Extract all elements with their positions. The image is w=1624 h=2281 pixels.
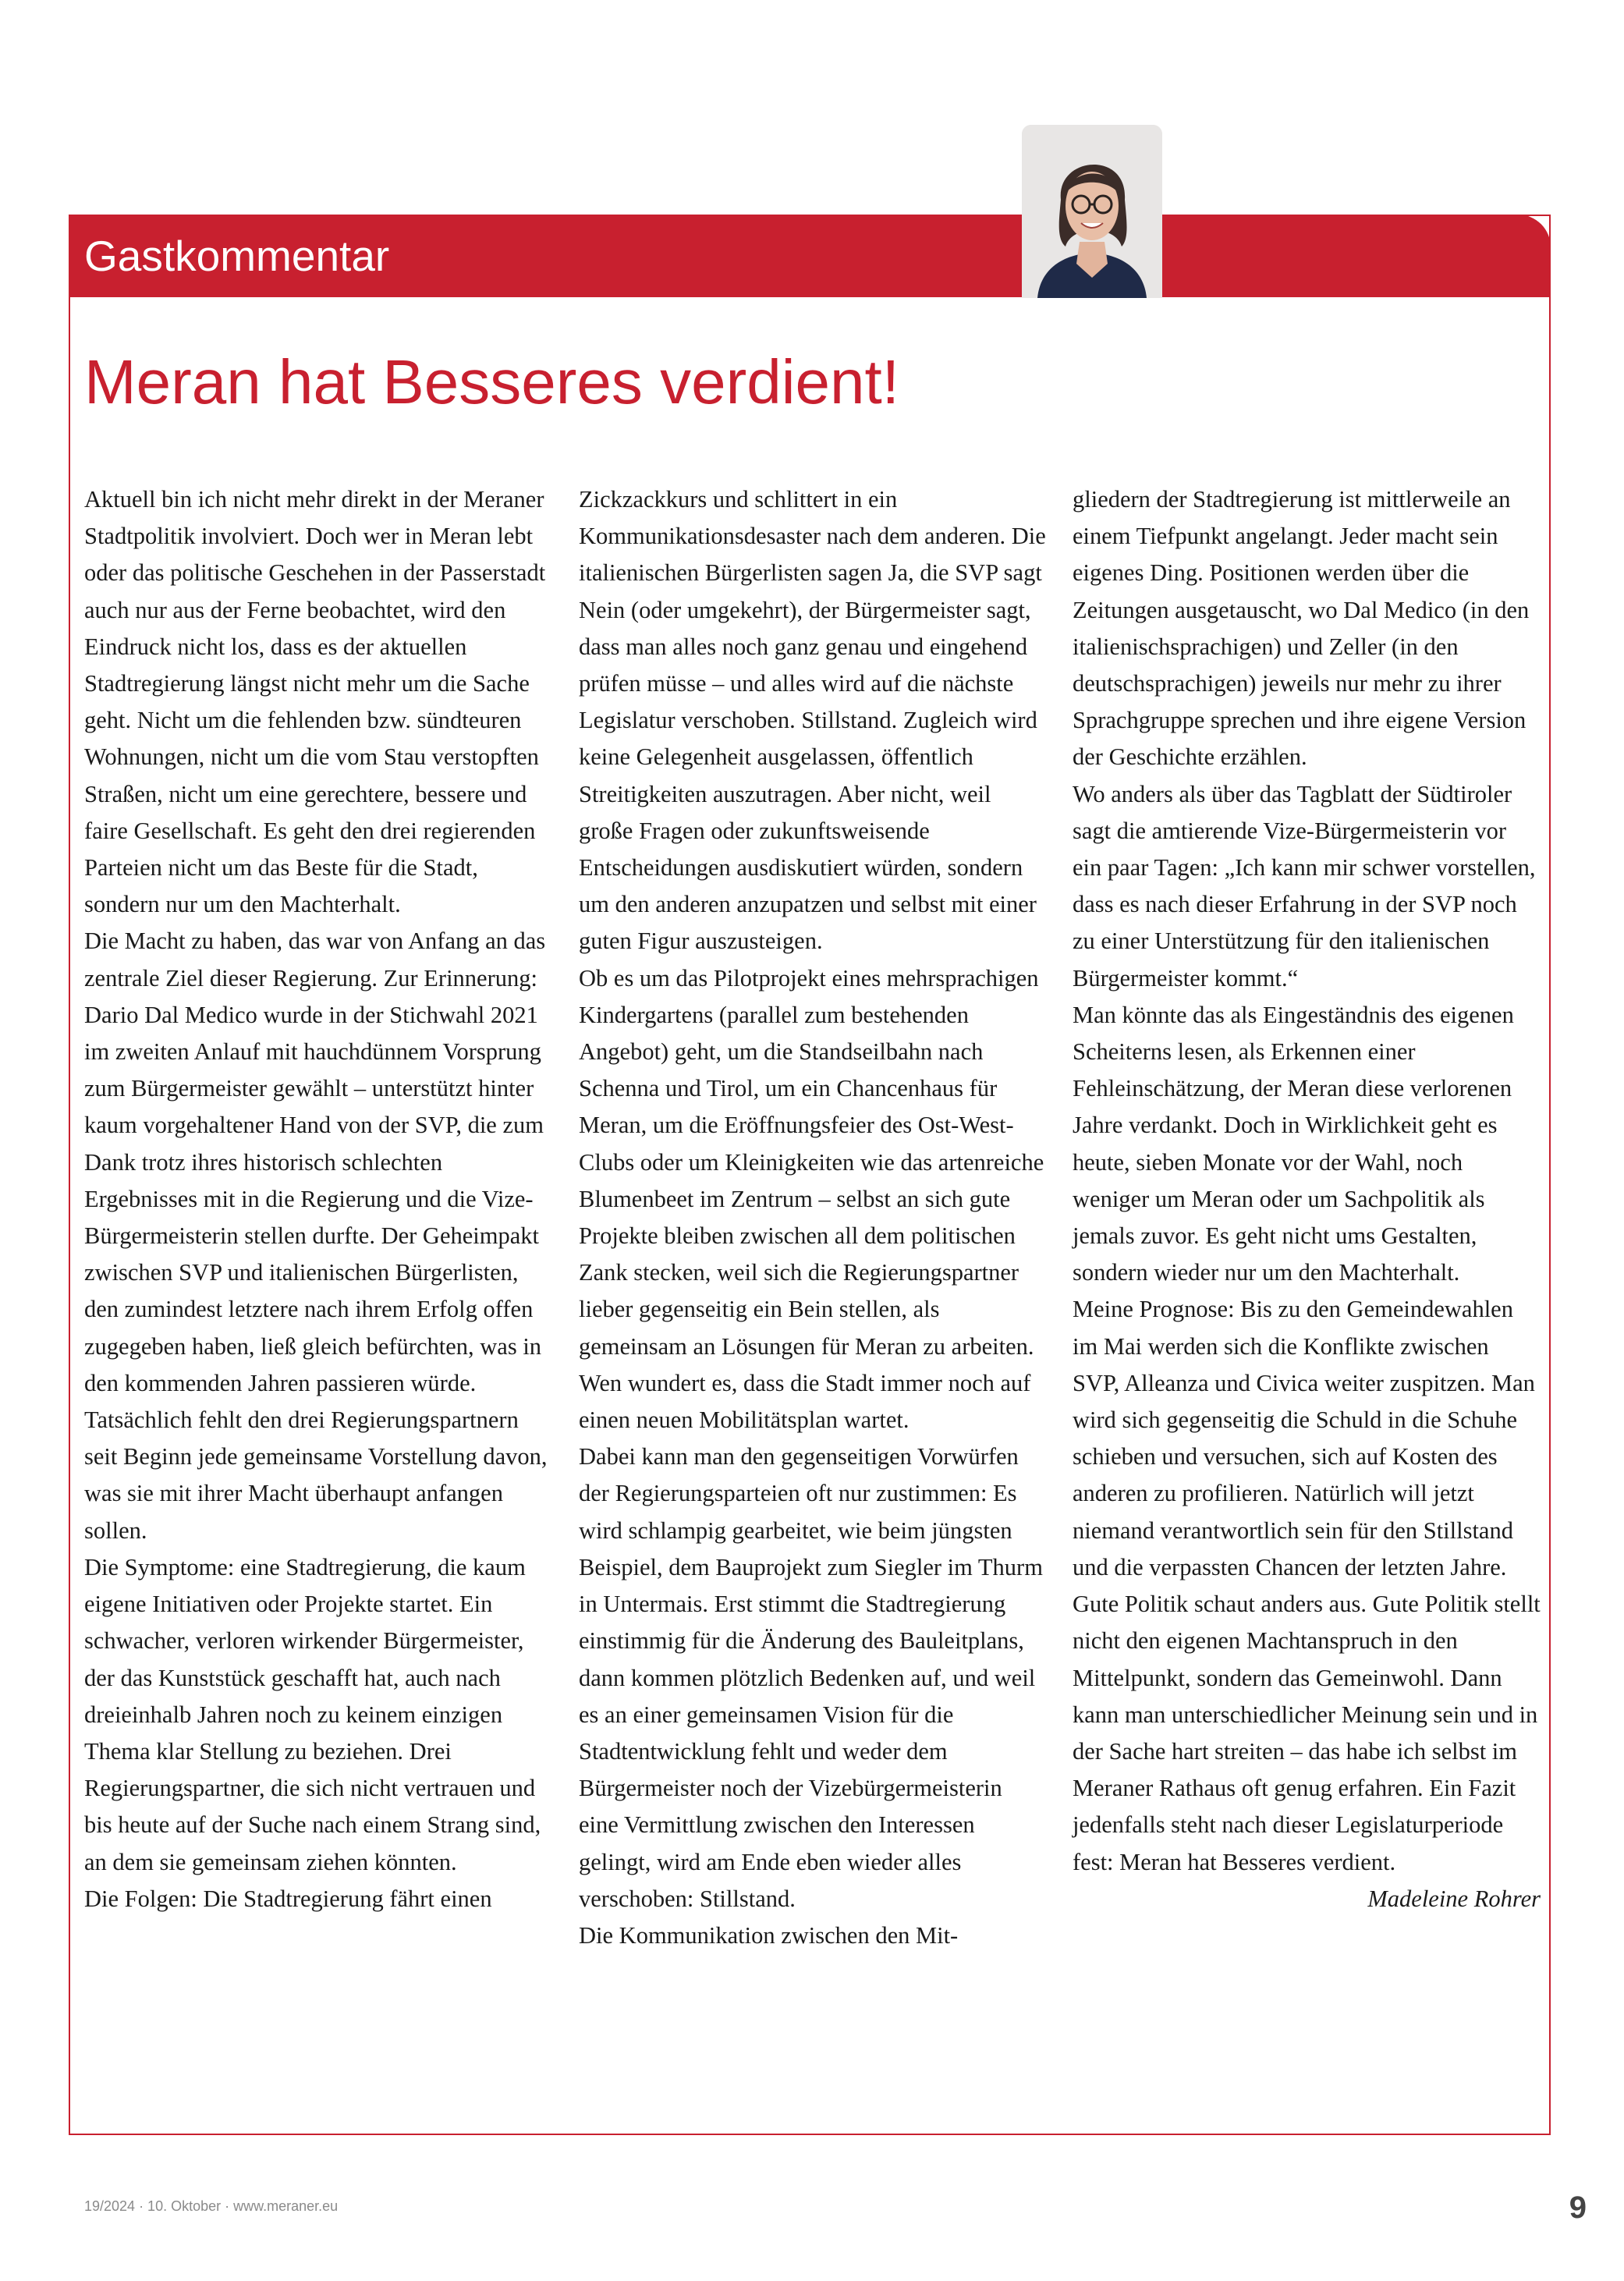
paragraph: Die Symptome: eine Stadtregierung, die kaum eigene Initiativen oder Projekte startet. Ein schwacher, verloren wirkender Bürgermeister, der das Kunststück geschafft hat, auch nach dreieinhalb Jahren noch zu keinem einzigen Thema klar Stellung zu beziehen. Drei Regierungspartner, die sich nicht vertrauen und bis heute auf der Suche nach einem Strang sind, an dem sie gemeinsam ziehen könnten. <box>84 1553 541 1875</box>
page-number: 9 <box>1569 2191 1587 2225</box>
article-column-1 <box>84 481 552 1917</box>
paragraph: Die Folgen: Die Stadtregierung fährt einen <box>84 1885 492 1912</box>
author-signature: Madeleine Rohrer <box>1367 1885 1541 1912</box>
article-column-3 <box>1073 481 1541 1917</box>
paragraph: Dabei kann man den gegenseitigen Vorwürfen der Regierungsparteien oft nur zustimmen: Es wird schlampig gearbeitet, wie beim jüngsten Beispiel, dem Bauprojekt zum Siegler im Thurm in Untermais. Erst stimmt die Stadtregierung einstimmig für die Änderung des Bauleitplans, dann kommen plötzlich Bedenken auf, und weil es an einer gemeinsamen Vision für die Stadtentwicklung fehlt und weder dem Bürgermeister noch der Vizebürgermeisterin eine Vermittlung zwischen den Interessen gelingt, wird am Ende eben wieder alles verschoben: Stillstand. <box>579 1443 1043 1912</box>
paragraph: Tatsächlich fehlt den drei Regierungspartnern seit Beginn jede gemeinsame Vorstellung davon, was sie mit ihrer Macht überhaupt anfangen sollen. <box>84 1407 548 1544</box>
paragraph: Gute Politik schaut anders aus. Gute Politik stellt nicht den eigenen Machtanspruch in den Mittelpunkt, sondern das Gemeinwohl. Dann kann man unterschiedlicher Meinung sein und in der Sache hart streiten – das habe ich selbst im Meraner Rathaus oft genug erfahren. Ein Fazit jedenfalls steht nach dieser Legislaturperiode fest: Meran hat Besseres verdient. <box>1073 1591 1541 1875</box>
paragraph: Zickzackkurs und schlittert in ein Kommunikationsdesaster nach dem anderen. Die italienischen Bürgerlisten sagen Ja, die SVP sagt Nein (oder umgekehrt), der Bürgermeister sagt, dass man alles noch ganz genau und eingehend prüfen müsse – und alles wird auf die nächste Legislatur verschoben. Stillstand. Zugleich wird keine Gelegenheit ausgelassen, öffentlich Streitigkeiten auszutragen. Aber nicht, weil große Fragen oder zukunftsweisende Entscheidungen ausdiskutiert würden, sondern um den anderen anzupatzen und selbst mit einer guten Figur auszusteigen. <box>579 486 1046 955</box>
paragraph: Wo anders als über das Tagblatt der Südtiroler sagt die amtierende Vize-Bürgermeisterin vor ein paar Tagen: „Ich kann mir schwer vorstellen, dass es nach dieser Erfahrung in der SVP noch zu einer Unterstützung für den italienischen Bürgermeister kommt.“ <box>1073 780 1536 992</box>
paragraph: Die Macht zu haben, das war von Anfang an das zentrale Ziel dieser Regierung. Zur Erinnerung: Dario Dal Medico wurde in der Stichwahl 2021 im zweiten Anlauf mit hauchdünnem Vorsprung zum Bürgermeister gewählt – unterstützt hinter kaum vorgehaltener Hand von der SVP, die zum Dank trotz ihres historisch schlechten Ergebnisses mit in die Regierung und die Vize-Bürgermeisterin stellen durfte. Der Geheimpakt zwischen SVP und italienischen Bürgerlisten, den zumindest letztere nach ihrem Erfolg offen zugegeben haben, ließ gleich befürchten, was in den kommenden Jahren passieren würde. <box>84 928 546 1396</box>
author-photo <box>1022 125 1162 298</box>
paragraph: Aktuell bin ich nicht mehr direkt in der Meraner Stadtpolitik involviert. Doch wer in Meran lebt oder das politische Geschehen in der Passerstadt auch nur aus der Ferne beobachtet, wird den Eindruck nicht los, dass es der aktuellen Stadtregierung längst nicht mehr um die Sache geht. Nicht um die fehlenden bzw. sündteuren Wohnungen, nicht um die vom Stau verstopften Straßen, nicht um eine gerechtere, bessere und faire Gesellschaft. Es geht den drei regierenden Parteien nicht um das Beste für die Stadt, sondern nur um den Machterhalt. <box>84 486 546 918</box>
paragraph: Die Kommunikation zwischen den Mit- <box>579 1921 959 1949</box>
paragraph: Man könnte das als Eingeständnis des eigenen Scheiterns lesen, als Erkennen einer Fehleinschätzung, der Meran diese verlorenen Jahre verdankt. Doch in Wirklichkeit geht es heute, sieben Monate vor der Wahl, noch weniger um Meran oder um Sachpolitik als jemals zuvor. Es geht nicht ums Gestalten, sondern wieder nur um den Machterhalt. <box>1073 1001 1514 1286</box>
article-headline: Meran hat Besseres verdient! <box>84 347 899 417</box>
paragraph: Meine Prognose: Bis zu den Gemeindewahlen im Mai werden sich die Konflikte zwischen SVP, Alleanza und Civica weiter zuspitzen. Man wird sich gegenseitig die Schuld in die Schuhe schieben und versuchen, sich auf Kosten des anderen zu profilieren. Natürlich will jetzt niemand verantwortlich sein für den Stillstand und die verpassten Chancen der letzten Jahre. <box>1073 1296 1535 1580</box>
section-label: Gastkommentar <box>84 232 390 280</box>
paragraph: gliedern der Stadtregierung ist mittlerweile an einem Tiefpunkt angelangt. Jeder macht sein eigenes Ding. Positionen werden über die Zeitungen ausgetauscht, wo Dal Medico (in den italienischsprachigen) und Zeller (in den deutschsprachigen) jeweils nur mehr zu ihrer Sprachgruppe sprechen und ihre eigene Version der Geschichte erzählen. <box>1073 486 1530 771</box>
issue-info: 19/2024 · 10. Oktober · www.meraner.eu <box>84 2198 339 2214</box>
article-column-2 <box>579 481 1047 1954</box>
paragraph: Ob es um das Pilotprojekt eines mehrsprachigen Kindergartens (parallel zum bestehenden Angebot) geht, um die Standseilbahn nach Schenna und Tirol, um ein Chancenhaus für Meran, um die Eröffnungsfeier des Ost-West-Clubs oder um Kleinigkeiten wie das artenreiche Blumenbeet im Zentrum – selbst an sich gute Projekte bleiben zwischen all dem politischen Zank stecken, weil sich die Regierungspartner lieber gegenseitig ein Bein stellen, als gemeinsam an Lösungen für Meran zu arbeiten. Wen wundert es, dass die Stadt immer noch auf einen neuen Mobilitätsplan wartet. <box>579 964 1044 1434</box>
